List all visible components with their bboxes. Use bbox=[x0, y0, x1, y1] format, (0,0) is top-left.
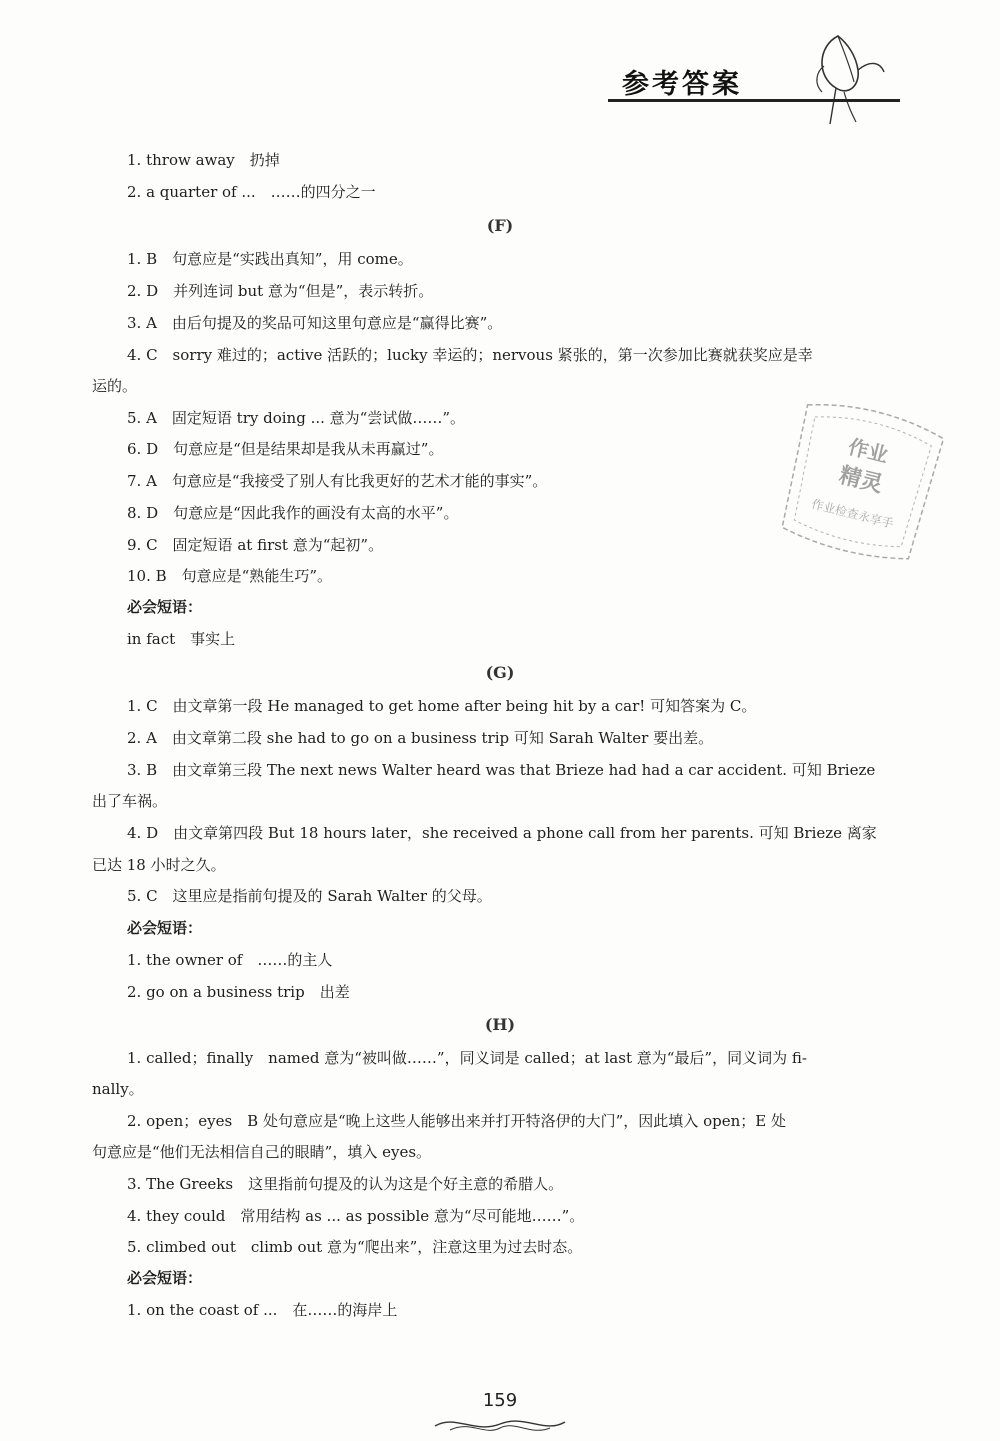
text-line: 2. D 并列连词 but 意为“但是”，表示转折。 bbox=[127, 282, 434, 300]
text-line: 1. called；finally named 意为“被叫做……”，同义词是 called；at last 意为“最后”，同义词为 fi- bbox=[127, 1049, 807, 1067]
text-line: 已达 18 小时之久。 bbox=[92, 856, 226, 874]
text-line: 3. B 由文章第三段 The next news Walter heard was that Brieze had had a car accident. 可知 Brieze bbox=[127, 761, 876, 779]
phrase-heading: 必会短语： bbox=[127, 1269, 203, 1287]
text-line: 1. C 由文章第一段 He managed to get home after being hit by a car! 可知答案为 C。 bbox=[127, 697, 757, 715]
section-heading-g: (G) bbox=[485, 663, 515, 682]
text-line: 1. on the coast of ... 在……的海岸上 bbox=[127, 1301, 398, 1319]
text-line: 运的。 bbox=[92, 377, 138, 395]
text-line: 3. A 由后句提及的奖品可知这里句意应是“赢得比赛”。 bbox=[127, 314, 503, 332]
flourish-icon bbox=[430, 1412, 570, 1436]
text-line: 8. D 句意应是“因此我作的画没有太高的水平”。 bbox=[127, 504, 459, 522]
page-title: 参考答案 bbox=[622, 69, 742, 100]
text-line: 4. D 由文章第四段 But 18 hours later，she received a phone call from her parents. 可知 Brieze 离家 bbox=[127, 824, 877, 842]
text-line: 6. D 句意应是“但是结果却是我从未再赢过”。 bbox=[127, 440, 444, 458]
text-line: nally。 bbox=[92, 1080, 144, 1098]
text-line: 出了车祸。 bbox=[92, 792, 168, 810]
text-line: 1. the owner of ……的主人 bbox=[127, 951, 333, 969]
text-line: 句意应是“他们无法相信自己的眼睛”，填入 eyes。 bbox=[92, 1143, 432, 1161]
text-line: 10. B 句意应是“熟能生巧”。 bbox=[127, 567, 332, 585]
text-line: 2. a quarter of ... ……的四分之一 bbox=[127, 183, 376, 201]
text-line: 5. C 这里应是指前句提及的 Sarah Walter 的父母。 bbox=[127, 887, 492, 905]
stamp-text-3: 作业检查永享手 bbox=[810, 497, 895, 531]
text-line: 7. A 句意应是“我接受了别人有比我更好的艺术才能的事实”。 bbox=[127, 472, 548, 490]
page-number: 159 bbox=[482, 1390, 518, 1411]
text-line: in fact 事实上 bbox=[127, 630, 236, 648]
text-line: 1. throw away 扔掉 bbox=[127, 151, 280, 169]
phrase-heading: 必会短语： bbox=[127, 598, 203, 616]
text-line: 4. they could 常用结构 as ... as possible 意为“尽可能地……”。 bbox=[127, 1207, 585, 1225]
text-line: 5. A 固定短语 try doing ... 意为“尝试做……”。 bbox=[127, 409, 465, 427]
text-line: 5. climbed out climb out 意为“爬出来”，注意这里为过去时态。 bbox=[127, 1238, 583, 1256]
phrase-heading: 必会短语： bbox=[127, 919, 203, 937]
text-line: 3. The Greeks 这里指前句提及的认为这是个好主意的希腊人。 bbox=[127, 1175, 564, 1193]
stamp-text-1: 作业 bbox=[845, 434, 891, 468]
text-line: 1. B 句意应是“实践出真知”，用 come。 bbox=[127, 250, 413, 268]
stamp-text-2: 精灵 bbox=[836, 463, 886, 498]
page-footer bbox=[430, 1390, 570, 1440]
text-line: 2. go on a business trip 出差 bbox=[127, 983, 350, 1001]
text-line: 2. open；eyes B 处句意应是“晚上这些人能够出来并打开特洛伊的大门”，因此填入 open；E 处 bbox=[127, 1112, 786, 1130]
text-line: 9. C 固定短语 at first 意为“起初”。 bbox=[127, 536, 384, 554]
text-line: 2. A 由文章第二段 she had to go on a business trip 可知 Sarah Walter 要出差。 bbox=[127, 729, 714, 747]
section-heading-f: (F) bbox=[486, 216, 514, 235]
text-line: 4. C sorry 难过的；active 活跃的；lucky 幸运的；nervous 紧张的，第一次参加比赛就获奖应是幸 bbox=[127, 346, 813, 364]
section-heading-h: (H) bbox=[484, 1015, 516, 1034]
